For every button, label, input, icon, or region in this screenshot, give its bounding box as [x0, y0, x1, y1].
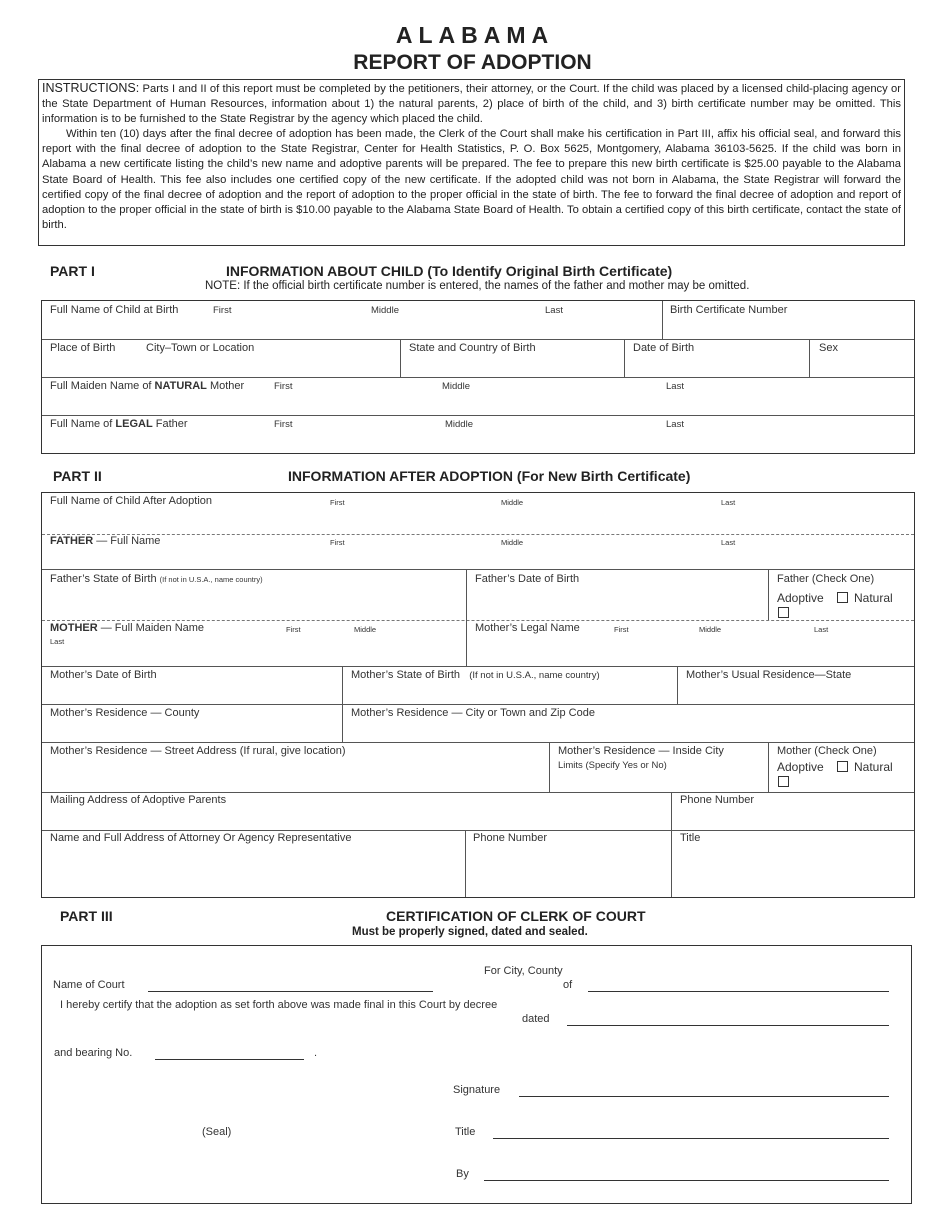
- part2-label: PART II: [53, 468, 102, 484]
- part3-box: [41, 945, 912, 1204]
- form-title: REPORT OF ADOPTION: [353, 51, 592, 74]
- child-after-adoption-name-field[interactable]: Full Name of Child After Adoption: [50, 495, 213, 507]
- part1-note: NOTE: If the official birth certificate number is entered, the names of the father and mother may be omitted.: [205, 280, 750, 292]
- part1-label: PART I: [50, 263, 95, 279]
- mother-adoptive-label: Adoptive: [777, 760, 824, 774]
- city-county-line[interactable]: [588, 991, 889, 992]
- clerk-title-label: Title: [455, 1126, 476, 1138]
- mother-legal-middle-label: Middle: [699, 625, 722, 634]
- child-birth-name-field[interactable]: Full Name of Child at Birth: [50, 304, 179, 316]
- father-adoptive-checkbox[interactable]: [778, 607, 789, 618]
- father-check-one-label: Father (Check One): [777, 573, 875, 585]
- certify-statement: I hereby certify that the adoption as set forth above was made final in this Court by decree: [60, 999, 498, 1011]
- by-label: By: [456, 1168, 469, 1180]
- instructions-box: [38, 79, 905, 246]
- mother-residence-street-field[interactable]: Mother’s Residence — Street Address (If rural, give location): [50, 745, 346, 757]
- father-first-label-2: First: [330, 538, 345, 547]
- father-middle-label: Middle: [445, 419, 473, 430]
- seal-label: (Seal): [202, 1126, 232, 1138]
- city-town-label: City–Town or Location: [146, 342, 255, 354]
- mother-maiden-name-field[interactable]: MOTHER — Full Maiden Name: [50, 622, 205, 634]
- part1-heading: INFORMATION ABOUT CHILD (To Identify Original Birth Certificate): [226, 263, 673, 279]
- instructions-lead: INSTRUCTIONS:: [42, 81, 140, 95]
- legal-father-name-field[interactable]: Full Name of LEGAL Father: [50, 418, 188, 430]
- father-natural-checkbox[interactable]: [837, 592, 848, 603]
- mother-last-label-2: Last: [50, 637, 65, 646]
- attorney-address-field[interactable]: Name and Full Address of Attorney Or Agency Representative: [50, 832, 352, 844]
- mother-residence-county-field[interactable]: Mother’s Residence — County: [50, 707, 200, 719]
- clerk-title-line[interactable]: [493, 1138, 889, 1139]
- mother-legal-first-label: First: [614, 625, 629, 634]
- mother-last-label: Last: [666, 381, 684, 392]
- dated-label: dated: [522, 1013, 550, 1025]
- name-of-court-line[interactable]: [148, 991, 433, 992]
- father-natural-label: Natural: [854, 591, 893, 605]
- instructions-paragraph-1: Parts I and II of this report must be completed by the petitioners, their attorney, or the Court. If the child was placed by a licensed child-placing agency or the State Department of Human Resources, information about 1) the natural parents, 2) place of birth of the child, and 3) birth certificate number may be omitted. This information is to be furnished to the State Registrar by the agency which placed the child.: [42, 83, 901, 126]
- mother-middle-label: Middle: [442, 381, 470, 392]
- signature-line[interactable]: [519, 1096, 889, 1097]
- form-state-title: ALABAMA: [395, 22, 555, 48]
- part3-heading: CERTIFICATION OF CLERK OF COURT: [386, 908, 646, 924]
- child-first-label: First: [213, 305, 232, 316]
- state-country-birth-field[interactable]: State and Country of Birth: [409, 342, 536, 354]
- place-of-birth-field[interactable]: Place of Birth: [50, 342, 116, 354]
- mother-residence-state-field[interactable]: Mother’s Usual Residence—State: [686, 669, 852, 681]
- child-after-first-label: First: [330, 498, 345, 507]
- part2-table: [41, 492, 915, 898]
- mother-first-label: First: [274, 381, 293, 392]
- mother-inside-city-note: Limits (Specify Yes or No): [558, 760, 667, 771]
- mother-legal-last-label: Last: [814, 625, 829, 634]
- father-first-label: First: [274, 419, 293, 430]
- adoptive-father-name-field[interactable]: FATHER — Full Name: [50, 535, 161, 547]
- mother-legal-name-field[interactable]: Mother’s Legal Name: [475, 622, 580, 634]
- mother-natural-label: Natural: [854, 760, 893, 774]
- signature-label: Signature: [453, 1084, 501, 1096]
- father-last-label-2: Last: [721, 538, 736, 547]
- name-of-court-label: Name of Court: [53, 979, 125, 991]
- mother-middle-label-2: Middle: [354, 625, 377, 634]
- decree-date-line[interactable]: [567, 1025, 889, 1026]
- for-city-of-label: of: [563, 979, 573, 991]
- part2-heading: INFORMATION AFTER ADOPTION (For New Birth Certificate): [288, 468, 691, 484]
- part3-label: PART III: [60, 908, 113, 924]
- birth-cert-number-field[interactable]: Birth Certificate Number: [670, 304, 788, 316]
- attorney-title-field[interactable]: Title: [680, 832, 701, 844]
- mother-state-of-birth-field[interactable]: Mother’s State of Birth (If not in U.S.A., name country): [351, 669, 600, 681]
- mother-adoptive-checkbox[interactable]: [778, 776, 789, 787]
- sex-field[interactable]: Sex: [819, 342, 838, 354]
- child-middle-label: Middle: [371, 305, 399, 316]
- father-middle-label-2: Middle: [501, 538, 524, 547]
- mother-first-label-2: First: [286, 625, 301, 634]
- bearing-period: .: [314, 1047, 318, 1059]
- child-after-middle-label: Middle: [501, 498, 524, 507]
- instructions-paragraph-2: Within ten (10) days after the final decree of adoption has been made, the Clerk of the Court shall make his certification in Part III, affix his official seal, and forward this report with the final decree of adoption to the State Registrar, Center for Health Statistics, P. O. Box 5625, Montgomery, Alabama 36103-5625. If the child was born in Alabama a new certificate listing the child’s new name and adoptive parents will be prepared. The fee to prepare this new birth certificate is $25.00 payable to the Alabama State Board of Health. This fee also includes one certified copy of the new certificate. If the adopted child was not born in Alabama, the State Registrar will forward the certified copy of the final decree of adoption and the report of adoption to the proper official in the state of birth. The fee to forward the final decree of adoption and report of adoption to the proper official in the state of birth is $10.00 payable to the Alabama State Board of Health. To obtain a certified copy of this birth certificate, contact the state of birth.: [42, 128, 901, 231]
- mailing-address-field[interactable]: Mailing Address of Adoptive Parents: [50, 794, 227, 806]
- father-state-of-birth-field[interactable]: Father’s State of Birth (If not in U.S.A., name country): [50, 573, 263, 585]
- bearing-no-label: and bearing No.: [54, 1047, 133, 1059]
- for-city-county-label: For City, County: [484, 965, 563, 977]
- father-adoptive-label: Adoptive: [777, 591, 824, 605]
- part1-table: [41, 300, 915, 454]
- mother-inside-city-field[interactable]: Mother’s Residence — Inside City: [558, 745, 724, 757]
- bearing-no-line[interactable]: [155, 1059, 304, 1060]
- father-date-of-birth-field[interactable]: Father’s Date of Birth: [475, 573, 580, 585]
- date-of-birth-field[interactable]: Date of Birth: [633, 342, 695, 354]
- child-after-last-label: Last: [721, 498, 736, 507]
- by-line[interactable]: [484, 1180, 889, 1181]
- mother-date-of-birth-field[interactable]: Mother’s Date of Birth: [50, 669, 157, 681]
- part3-subheading: Must be properly signed, dated and sealed.: [352, 926, 588, 938]
- mother-check-one-label: Mother (Check One): [777, 745, 877, 757]
- father-last-label: Last: [666, 419, 684, 430]
- mother-natural-checkbox[interactable]: [837, 761, 848, 772]
- attorney-phone-field[interactable]: Phone Number: [473, 832, 547, 844]
- child-last-label: Last: [545, 305, 563, 316]
- natural-mother-name-field[interactable]: Full Maiden Name of NATURAL Mother: [50, 380, 245, 392]
- parents-phone-field[interactable]: Phone Number: [680, 794, 754, 806]
- mother-residence-city-field[interactable]: Mother’s Residence — City or Town and Zip Code: [351, 707, 595, 719]
